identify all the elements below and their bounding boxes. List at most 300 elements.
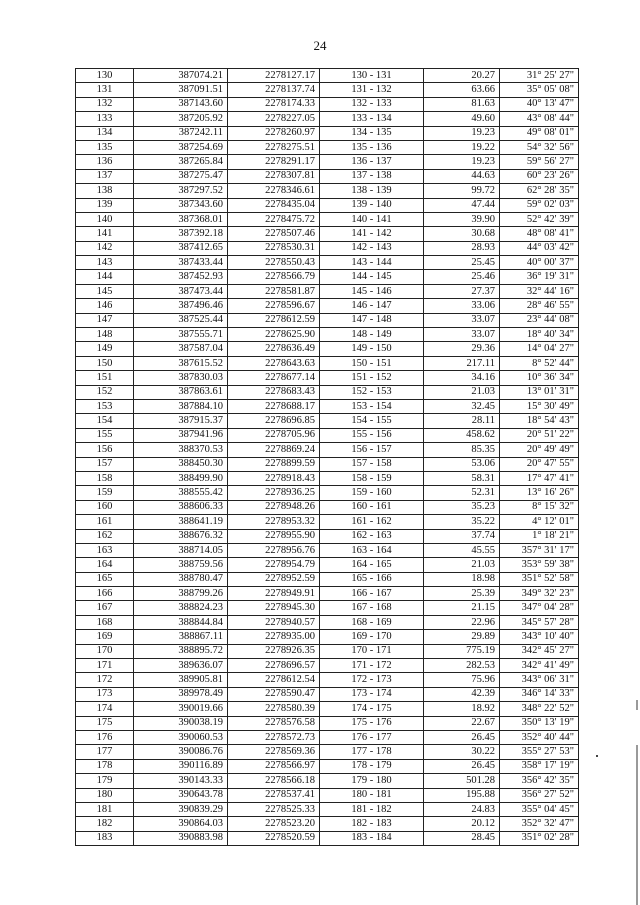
x-coordinate-cell: 388867.11	[134, 630, 228, 644]
x-coordinate-cell: 389636.07	[134, 659, 228, 673]
y-coordinate-cell: 2278174.33	[228, 97, 320, 111]
length-cell: 32.45	[424, 399, 500, 413]
length-cell: 28.11	[424, 414, 500, 428]
table-row	[76, 601, 579, 615]
bearing-cell: 357° 31' 17"	[500, 543, 579, 557]
length-cell: 33.06	[424, 299, 500, 313]
y-coordinate-cell: 2278945.30	[228, 601, 320, 615]
point-number-cell: 178	[76, 759, 134, 773]
bearing-cell: 20° 51' 22"	[500, 428, 579, 442]
x-coordinate-cell: 387091.51	[134, 83, 228, 97]
segment-cell: 143 - 144	[320, 256, 424, 270]
bearing-cell: 31° 25' 27"	[500, 69, 579, 83]
length-cell: 85.35	[424, 443, 500, 457]
x-coordinate-cell: 388759.56	[134, 558, 228, 572]
segment-cell: 148 - 149	[320, 328, 424, 342]
y-coordinate-cell: 2278137.74	[228, 83, 320, 97]
table-row	[76, 299, 579, 313]
y-coordinate-cell: 2278590.47	[228, 687, 320, 701]
segment-cell: 165 - 166	[320, 572, 424, 586]
bearing-cell: 18° 40' 34"	[500, 328, 579, 342]
length-cell: 35.22	[424, 515, 500, 529]
segment-cell: 144 - 145	[320, 270, 424, 284]
x-coordinate-cell: 388450.30	[134, 457, 228, 471]
length-cell: 27.37	[424, 284, 500, 298]
x-coordinate-cell: 388676.32	[134, 529, 228, 543]
x-coordinate-cell: 387392.18	[134, 227, 228, 241]
table-row	[76, 155, 579, 169]
y-coordinate-cell: 2278530.31	[228, 241, 320, 255]
bearing-cell: 343° 10' 40"	[500, 630, 579, 644]
x-coordinate-cell: 388370.53	[134, 443, 228, 457]
bearing-cell: 15° 30' 49"	[500, 399, 579, 413]
length-cell: 775.19	[424, 644, 500, 658]
bearing-cell: 358° 17' 19"	[500, 759, 579, 773]
length-cell: 44.63	[424, 169, 500, 183]
segment-cell: 150 - 151	[320, 356, 424, 370]
point-number-cell: 157	[76, 457, 134, 471]
x-coordinate-cell: 390038.19	[134, 716, 228, 730]
segment-cell: 138 - 139	[320, 184, 424, 198]
segment-cell: 169 - 170	[320, 630, 424, 644]
x-coordinate-cell: 390019.66	[134, 702, 228, 716]
table-row	[76, 385, 579, 399]
x-coordinate-cell: 387368.01	[134, 212, 228, 226]
x-coordinate-cell: 387830.03	[134, 371, 228, 385]
point-number-cell: 165	[76, 572, 134, 586]
x-coordinate-cell: 387525.44	[134, 313, 228, 327]
table-row	[76, 572, 579, 586]
segment-cell: 130 - 131	[320, 69, 424, 83]
table-row	[76, 112, 579, 126]
x-coordinate-cell: 387074.21	[134, 69, 228, 83]
segment-cell: 161 - 162	[320, 515, 424, 529]
y-coordinate-cell: 2278227.05	[228, 112, 320, 126]
table-row	[76, 313, 579, 327]
table-row	[76, 399, 579, 413]
x-coordinate-cell: 388555.42	[134, 486, 228, 500]
table-row	[76, 687, 579, 701]
table-row	[76, 788, 579, 802]
x-coordinate-cell: 390864.03	[134, 817, 228, 831]
y-coordinate-cell: 2278949.91	[228, 587, 320, 601]
length-cell: 42.39	[424, 687, 500, 701]
length-cell: 63.66	[424, 83, 500, 97]
segment-cell: 183 - 184	[320, 831, 424, 845]
point-number-cell: 173	[76, 687, 134, 701]
point-number-cell: 150	[76, 356, 134, 370]
bearing-cell: 347° 04' 28"	[500, 601, 579, 615]
length-cell: 30.22	[424, 745, 500, 759]
y-coordinate-cell: 2278435.04	[228, 198, 320, 212]
point-number-cell: 140	[76, 212, 134, 226]
point-number-cell: 151	[76, 371, 134, 385]
x-coordinate-cell: 387433.44	[134, 256, 228, 270]
segment-cell: 167 - 168	[320, 601, 424, 615]
point-number-cell: 174	[76, 702, 134, 716]
x-coordinate-cell: 388606.33	[134, 500, 228, 514]
segment-cell: 177 - 178	[320, 745, 424, 759]
segment-cell: 137 - 138	[320, 169, 424, 183]
bearing-cell: 355° 27' 53"	[500, 745, 579, 759]
y-coordinate-cell: 2278581.87	[228, 284, 320, 298]
table-row	[76, 414, 579, 428]
table-row	[76, 140, 579, 154]
y-coordinate-cell: 2278688.17	[228, 399, 320, 413]
segment-cell: 181 - 182	[320, 802, 424, 816]
length-cell: 21.03	[424, 558, 500, 572]
bearing-cell: 18° 54' 43"	[500, 414, 579, 428]
x-coordinate-cell: 388499.90	[134, 471, 228, 485]
table-row	[76, 630, 579, 644]
bearing-cell: 8° 52' 44"	[500, 356, 579, 370]
x-coordinate-cell: 390086.76	[134, 745, 228, 759]
point-number-cell: 166	[76, 587, 134, 601]
point-number-cell: 156	[76, 443, 134, 457]
point-number-cell: 168	[76, 615, 134, 629]
bearing-cell: 28° 46' 55"	[500, 299, 579, 313]
x-coordinate-cell: 388824.23	[134, 601, 228, 615]
point-number-cell: 138	[76, 184, 134, 198]
point-number-cell: 180	[76, 788, 134, 802]
bearing-cell: 348° 22' 52"	[500, 702, 579, 716]
segment-cell: 142 - 143	[320, 241, 424, 255]
bearing-cell: 356° 27' 52"	[500, 788, 579, 802]
table-row	[76, 328, 579, 342]
y-coordinate-cell: 2278569.36	[228, 745, 320, 759]
point-number-cell: 137	[76, 169, 134, 183]
y-coordinate-cell: 2278696.85	[228, 414, 320, 428]
table-row	[76, 644, 579, 658]
segment-cell: 159 - 160	[320, 486, 424, 500]
y-coordinate-cell: 2278926.35	[228, 644, 320, 658]
table-row	[76, 817, 579, 831]
x-coordinate-cell: 388780.47	[134, 572, 228, 586]
segment-cell: 140 - 141	[320, 212, 424, 226]
segment-cell: 139 - 140	[320, 198, 424, 212]
segment-cell: 179 - 180	[320, 774, 424, 788]
y-coordinate-cell: 2278683.43	[228, 385, 320, 399]
point-number-cell: 154	[76, 414, 134, 428]
y-coordinate-cell: 2278935.00	[228, 630, 320, 644]
bearing-cell: 49° 08' 01"	[500, 126, 579, 140]
y-coordinate-cell: 2278696.57	[228, 659, 320, 673]
segment-cell: 170 - 171	[320, 644, 424, 658]
x-coordinate-cell: 390143.33	[134, 774, 228, 788]
point-number-cell: 182	[76, 817, 134, 831]
length-cell: 49.60	[424, 112, 500, 126]
bearing-cell: 355° 04' 45"	[500, 802, 579, 816]
y-coordinate-cell: 2278580.39	[228, 702, 320, 716]
table-row	[76, 83, 579, 97]
bearing-cell: 353° 59' 38"	[500, 558, 579, 572]
segment-cell: 136 - 137	[320, 155, 424, 169]
point-number-cell: 130	[76, 69, 134, 83]
scan-edge-mark	[636, 745, 638, 905]
length-cell: 18.98	[424, 572, 500, 586]
bearing-cell: 23° 44' 08"	[500, 313, 579, 327]
x-coordinate-cell: 390060.53	[134, 730, 228, 744]
segment-cell: 157 - 158	[320, 457, 424, 471]
length-cell: 45.55	[424, 543, 500, 557]
point-number-cell: 177	[76, 745, 134, 759]
segment-cell: 135 - 136	[320, 140, 424, 154]
bearing-cell: 10° 36' 34"	[500, 371, 579, 385]
length-cell: 99.72	[424, 184, 500, 198]
table-row	[76, 515, 579, 529]
length-cell: 35.23	[424, 500, 500, 514]
table-row	[76, 69, 579, 83]
segment-cell: 173 - 174	[320, 687, 424, 701]
y-coordinate-cell: 2278625.90	[228, 328, 320, 342]
x-coordinate-cell: 387242.11	[134, 126, 228, 140]
table-row	[76, 558, 579, 572]
table-row	[76, 702, 579, 716]
length-cell: 26.45	[424, 759, 500, 773]
point-number-cell: 159	[76, 486, 134, 500]
bearing-cell: 13° 16' 26"	[500, 486, 579, 500]
point-number-cell: 147	[76, 313, 134, 327]
segment-cell: 176 - 177	[320, 730, 424, 744]
point-number-cell: 135	[76, 140, 134, 154]
length-cell: 501.28	[424, 774, 500, 788]
point-number-cell: 170	[76, 644, 134, 658]
point-number-cell: 175	[76, 716, 134, 730]
table-row	[76, 270, 579, 284]
length-cell: 52.31	[424, 486, 500, 500]
bearing-cell: 1° 18' 21"	[500, 529, 579, 543]
segment-cell: 162 - 163	[320, 529, 424, 543]
segment-cell: 175 - 176	[320, 716, 424, 730]
table-row	[76, 831, 579, 845]
bearing-cell: 343° 06' 31"	[500, 673, 579, 687]
x-coordinate-cell: 387615.52	[134, 356, 228, 370]
point-number-cell: 169	[76, 630, 134, 644]
bearing-cell: 32° 44' 16"	[500, 284, 579, 298]
x-coordinate-cell: 387297.52	[134, 184, 228, 198]
bearing-cell: 59° 56' 27"	[500, 155, 579, 169]
table-row	[76, 529, 579, 543]
bearing-cell: 60° 23' 26"	[500, 169, 579, 183]
segment-cell: 156 - 157	[320, 443, 424, 457]
table-row	[76, 471, 579, 485]
y-coordinate-cell: 2278636.49	[228, 342, 320, 356]
x-coordinate-cell: 387452.93	[134, 270, 228, 284]
table-row	[76, 356, 579, 370]
segment-cell: 141 - 142	[320, 227, 424, 241]
length-cell: 47.44	[424, 198, 500, 212]
y-coordinate-cell: 2278346.61	[228, 184, 320, 198]
segment-cell: 166 - 167	[320, 587, 424, 601]
point-number-cell: 145	[76, 284, 134, 298]
x-coordinate-cell: 389978.49	[134, 687, 228, 701]
length-cell: 53.06	[424, 457, 500, 471]
bearing-cell: 356° 42' 35"	[500, 774, 579, 788]
table-row	[76, 198, 579, 212]
point-number-cell: 163	[76, 543, 134, 557]
x-coordinate-cell: 387941.96	[134, 428, 228, 442]
bearing-cell: 14° 04' 27"	[500, 342, 579, 356]
bearing-cell: 352° 32' 47"	[500, 817, 579, 831]
x-coordinate-cell: 387205.92	[134, 112, 228, 126]
point-number-cell: 171	[76, 659, 134, 673]
length-cell: 22.96	[424, 615, 500, 629]
table-row	[76, 500, 579, 514]
x-coordinate-cell: 387143.60	[134, 97, 228, 111]
table-row	[76, 716, 579, 730]
y-coordinate-cell: 2278520.59	[228, 831, 320, 845]
y-coordinate-cell: 2278566.97	[228, 759, 320, 773]
x-coordinate-cell: 390643.78	[134, 788, 228, 802]
coordinates-table-body	[76, 69, 579, 846]
y-coordinate-cell: 2278566.18	[228, 774, 320, 788]
x-coordinate-cell: 387915.37	[134, 414, 228, 428]
y-coordinate-cell: 2278677.14	[228, 371, 320, 385]
y-coordinate-cell: 2278525.33	[228, 802, 320, 816]
y-coordinate-cell: 2278291.17	[228, 155, 320, 169]
bearing-cell: 48° 08' 41"	[500, 227, 579, 241]
length-cell: 39.90	[424, 212, 500, 226]
length-cell: 20.12	[424, 817, 500, 831]
y-coordinate-cell: 2278705.96	[228, 428, 320, 442]
y-coordinate-cell: 2278260.97	[228, 126, 320, 140]
table-row	[76, 543, 579, 557]
table-row	[76, 486, 579, 500]
length-cell: 21.03	[424, 385, 500, 399]
table-row	[76, 759, 579, 773]
segment-cell: 131 - 132	[320, 83, 424, 97]
point-number-cell: 179	[76, 774, 134, 788]
point-number-cell: 139	[76, 198, 134, 212]
y-coordinate-cell: 2278918.43	[228, 471, 320, 485]
segment-cell: 164 - 165	[320, 558, 424, 572]
table-row	[76, 212, 579, 226]
bearing-cell: 35° 05' 08"	[500, 83, 579, 97]
y-coordinate-cell: 2278612.59	[228, 313, 320, 327]
x-coordinate-cell: 387555.71	[134, 328, 228, 342]
length-cell: 19.23	[424, 126, 500, 140]
length-cell: 33.07	[424, 313, 500, 327]
bearing-cell: 54° 32' 56"	[500, 140, 579, 154]
bearing-cell: 350° 13' 19"	[500, 716, 579, 730]
length-cell: 282.53	[424, 659, 500, 673]
y-coordinate-cell: 2278550.43	[228, 256, 320, 270]
y-coordinate-cell: 2278596.67	[228, 299, 320, 313]
segment-cell: 146 - 147	[320, 299, 424, 313]
length-cell: 21.15	[424, 601, 500, 615]
table-row	[76, 802, 579, 816]
segment-cell: 172 - 173	[320, 673, 424, 687]
bearing-cell: 346° 14' 33"	[500, 687, 579, 701]
length-cell: 33.07	[424, 328, 500, 342]
table-row	[76, 342, 579, 356]
segment-cell: 151 - 152	[320, 371, 424, 385]
bearing-cell: 351° 52' 58"	[500, 572, 579, 586]
segment-cell: 155 - 156	[320, 428, 424, 442]
y-coordinate-cell: 2278899.59	[228, 457, 320, 471]
x-coordinate-cell: 388799.26	[134, 587, 228, 601]
bearing-cell: 352° 40' 44"	[500, 730, 579, 744]
length-cell: 26.45	[424, 730, 500, 744]
point-number-cell: 144	[76, 270, 134, 284]
length-cell: 58.31	[424, 471, 500, 485]
table-row	[76, 97, 579, 111]
length-cell: 25.45	[424, 256, 500, 270]
table-row	[76, 457, 579, 471]
y-coordinate-cell: 2278566.79	[228, 270, 320, 284]
table-row	[76, 730, 579, 744]
y-coordinate-cell: 2278936.25	[228, 486, 320, 500]
length-cell: 195.88	[424, 788, 500, 802]
table-row	[76, 615, 579, 629]
length-cell: 37.74	[424, 529, 500, 543]
point-number-cell: 132	[76, 97, 134, 111]
segment-cell: 163 - 164	[320, 543, 424, 557]
segment-cell: 145 - 146	[320, 284, 424, 298]
segment-cell: 153 - 154	[320, 399, 424, 413]
point-number-cell: 148	[76, 328, 134, 342]
point-number-cell: 136	[76, 155, 134, 169]
segment-cell: 182 - 183	[320, 817, 424, 831]
table-row	[76, 241, 579, 255]
point-number-cell: 161	[76, 515, 134, 529]
table-row	[76, 745, 579, 759]
x-coordinate-cell: 388844.84	[134, 615, 228, 629]
length-cell: 19.22	[424, 140, 500, 154]
x-coordinate-cell: 387587.04	[134, 342, 228, 356]
y-coordinate-cell: 2278307.81	[228, 169, 320, 183]
table-row	[76, 774, 579, 788]
bearing-cell: 52° 42' 39"	[500, 212, 579, 226]
x-coordinate-cell: 387265.84	[134, 155, 228, 169]
bearing-cell: 342° 45' 27"	[500, 644, 579, 658]
table-row	[76, 443, 579, 457]
length-cell: 20.27	[424, 69, 500, 83]
table-row	[76, 659, 579, 673]
table-row	[76, 587, 579, 601]
length-cell: 30.68	[424, 227, 500, 241]
stray-dot	[596, 755, 598, 757]
segment-cell: 152 - 153	[320, 385, 424, 399]
point-number-cell: 143	[76, 256, 134, 270]
point-number-cell: 164	[76, 558, 134, 572]
length-cell: 29.36	[424, 342, 500, 356]
y-coordinate-cell: 2278953.32	[228, 515, 320, 529]
length-cell: 28.93	[424, 241, 500, 255]
table-row	[76, 673, 579, 687]
bearing-cell: 40° 13' 47"	[500, 97, 579, 111]
y-coordinate-cell: 2278475.72	[228, 212, 320, 226]
y-coordinate-cell: 2278537.41	[228, 788, 320, 802]
bearing-cell: 349° 32' 23"	[500, 587, 579, 601]
length-cell: 28.45	[424, 831, 500, 845]
bearing-cell: 59° 02' 03"	[500, 198, 579, 212]
segment-cell: 178 - 179	[320, 759, 424, 773]
point-number-cell: 183	[76, 831, 134, 845]
point-number-cell: 155	[76, 428, 134, 442]
segment-cell: 134 - 135	[320, 126, 424, 140]
x-coordinate-cell: 387275.47	[134, 169, 228, 183]
x-coordinate-cell: 390116.89	[134, 759, 228, 773]
point-number-cell: 142	[76, 241, 134, 255]
point-number-cell: 133	[76, 112, 134, 126]
length-cell: 25.46	[424, 270, 500, 284]
bearing-cell: 17° 47' 41"	[500, 471, 579, 485]
page-number: 24	[313, 38, 327, 53]
length-cell: 19.23	[424, 155, 500, 169]
bearing-cell: 13° 01' 31"	[500, 385, 579, 399]
point-number-cell: 160	[76, 500, 134, 514]
